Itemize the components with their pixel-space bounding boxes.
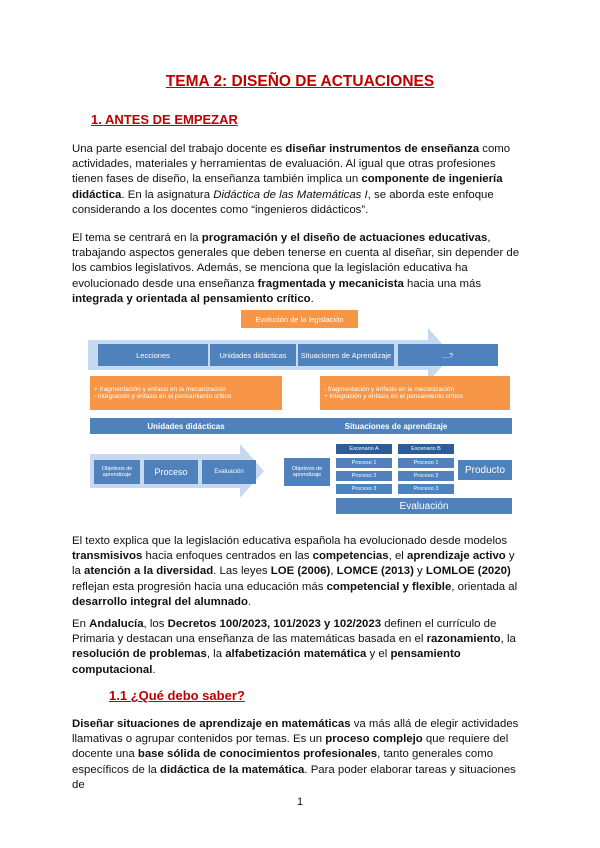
- paragraph-5: Diseñar situaciones de aprendizaje en matemáticas va más allá de elegir actividades llamativas o agrupar contenidos por temas. Es un proceso complejo que requiere del docente una base sólida de conocimientos profesionales, tanto generales como específicos de la didáctica de la matemática. Para poder elaborar tareas y situaciones de: [72, 718, 519, 791]
- right-note-line-2: + integración y énfasis en el pensamiento crítico: [324, 393, 463, 400]
- evaluacion-bar: Evaluación: [336, 498, 512, 514]
- right-header: Situaciones de aprendizaje: [280, 418, 512, 434]
- left-note-line-2: - integración y énfasis en el pensamiento crítico: [94, 393, 232, 400]
- stage-unidades: Unidades didácticas: [210, 344, 296, 366]
- paragraph-2: El tema se centrará en la programación y el diseño de actuaciones educativas, trabajando aspectos generales que deben tenerse en cuenta al diseñar, sin depender de los cambios legislativos. Además, se menciona que la legislación educativa ha evolucionado desde una enseñanza fragmentada y mecanicista hacia una más integrada y orientada al pensamiento crítico.: [72, 232, 520, 305]
- left-note-line-1: + fragmentación y énfasis en la mecanización: [94, 386, 226, 393]
- scenario-b: Escenario B: [398, 444, 454, 454]
- left-flow-proceso: Proceso: [144, 460, 198, 484]
- proceso-b-2: Proceso 2: [398, 471, 454, 481]
- paragraph-1: Una parte esencial del trabajo docente es diseñar instrumentos de enseñanza como actividades, materiales y herramientas de evaluación. Al igual que otras profesiones tienen fases de diseño, la enseñanza también implica un componente de ingeniería didáctica. En la asignatura Didáctica de las Matemáticas I, se aborda este enfoque considerando a los docentes como “ingenieros didácticos”.: [72, 143, 511, 216]
- proceso-a-1: Proceso 1: [336, 458, 392, 468]
- right-note: [320, 376, 510, 410]
- proceso-a-3: Proceso 3: [336, 484, 392, 494]
- stage-future: ...?: [398, 344, 498, 366]
- left-flow-objetivos: Objetivos de aprendizaje: [94, 460, 140, 484]
- paragraph-4: En Andalucía, los Decretos 100/2023, 101/2023 y 102/2023 definen el currículo de Primaria y destacan una enseñanza de las matemáticas basada en el razonamiento, la resolución de problemas, la alfabetización matemática y el pensamiento computacional.: [72, 618, 516, 676]
- left-flow-evaluacion: Evaluación: [202, 460, 256, 484]
- section-heading-1-1: 1.1 ¿Qué debo saber?: [109, 688, 245, 703]
- stage-lecciones: Lecciones: [98, 344, 208, 366]
- scenario-a: Escenario A: [336, 444, 392, 454]
- proceso-a-2: Proceso 2: [336, 471, 392, 481]
- left-note: [90, 376, 282, 410]
- stage-situaciones: Situaciones de Aprendizaje: [298, 344, 394, 366]
- right-flow-objetivos: Objetivos de aprendizaje: [284, 458, 330, 486]
- section-heading-1: 1. ANTES DE EMPEZAR: [91, 112, 238, 127]
- proceso-b-3: Proceso 3: [398, 484, 454, 494]
- proceso-b-1: Proceso 1: [398, 458, 454, 468]
- paragraph-3: El texto explica que la legislación educativa española ha evolucionado desde modelos transmisivos hacia enfoques centrados en las competencias, el aprendizaje activo y la atención a la diversidad. Las leyes LOE (2006), LOMCE (2013) y LOMLOE (2020) reflejan esta progresión hacia una educación más competencial y flexible, orientada al desarrollo integral del alumnado.: [72, 535, 518, 608]
- legislation-evolution-diagram: [88, 310, 512, 518]
- producto-box: Producto: [458, 460, 512, 480]
- page-number: 1: [296, 796, 304, 808]
- diagram-top-label: Evolución de la legislación: [241, 310, 358, 328]
- page-title: TEMA 2: DISEÑO DE ACTUACIONES: [165, 73, 435, 90]
- right-note-line-1: - fragmentación y énfasis en la mecanización: [324, 386, 455, 393]
- left-header: Unidades didácticas: [90, 418, 282, 434]
